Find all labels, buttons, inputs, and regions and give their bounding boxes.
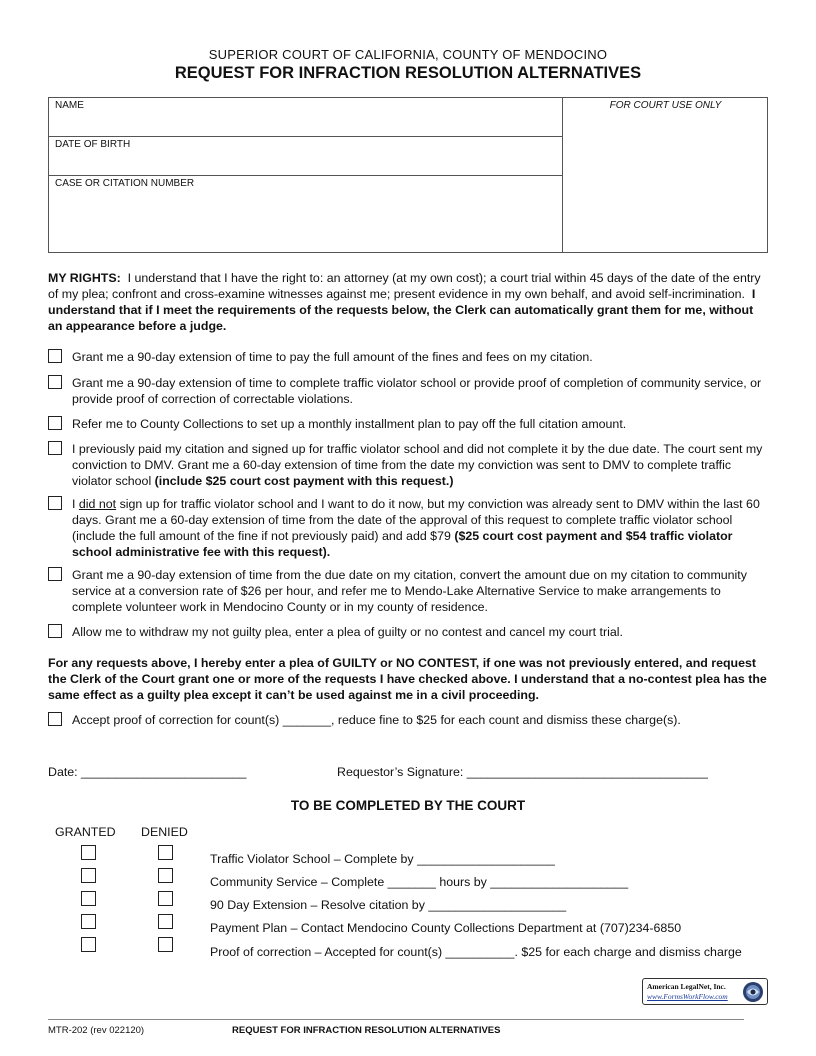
option-text: Refer me to County Collections to set up a monthly installment plan to pay off the full citation amount.	[72, 417, 627, 431]
dob-field[interactable]	[49, 137, 562, 176]
option-proof-correction	[48, 712, 772, 728]
option-collections	[48, 416, 772, 432]
checkbox-60-day-paid[interactable]	[48, 441, 62, 455]
court-use-label: FOR COURT USE ONLY	[609, 100, 722, 111]
rights-paragraph	[48, 270, 770, 334]
granted-checkbox[interactable]	[81, 914, 96, 929]
granted-checkbox[interactable]	[81, 868, 96, 883]
court-row-proof: Proof of correction – Accepted for count(s) __________. $25 for each charge and dismiss charge	[210, 945, 742, 959]
option-60-day-new	[48, 496, 772, 560]
checkbox-proof-correction[interactable]	[48, 712, 62, 726]
court-name: SUPERIOR COURT OF CALIFORNIA, COUNTY OF MENDOCINO	[208, 47, 608, 62]
info-box	[48, 97, 768, 253]
badge-line1: American LegalNet, Inc.	[647, 982, 726, 991]
case-label: CASE OR CITATION NUMBER	[55, 178, 195, 189]
name-label: NAME	[55, 100, 84, 111]
footer-rule	[48, 1019, 744, 1020]
rights-heading: MY RIGHTS:	[48, 271, 121, 285]
option-60-day-new-underline: did not	[78, 497, 117, 511]
signature-line[interactable]: Requestor’s Signature: ___________________________________	[337, 765, 708, 779]
rights-text: I understand that I have the right to: an attorney (at my own cost); a court trial within 45 days of the date of the entry of my plea; confront and cross-examine witnesses against me; present evidence in my own behalf, and avoid self-incrimination.	[48, 271, 761, 301]
option-text	[72, 441, 772, 489]
denied-checkbox[interactable]	[158, 845, 173, 860]
option-text: Grant me a 90-day extension of time to pay the full amount of the fines and fees on my citation.	[72, 350, 593, 364]
globe-logo-icon	[742, 981, 764, 1003]
checkbox-extension-school[interactable]	[48, 375, 62, 389]
option-60-day-paid	[48, 441, 772, 489]
denied-checkbox[interactable]	[158, 937, 173, 952]
option-text: Accept proof of correction for count(s) _______, reduce fine to $25 for each count and dismiss these charge(s).	[72, 713, 681, 727]
american-legalnet-badge[interactable]	[642, 978, 768, 1005]
checkbox-withdraw-plea[interactable]	[48, 624, 62, 638]
granted-checkbox[interactable]	[81, 891, 96, 906]
option-60-day-paid-bold: (include $25 court cost payment with this request.)	[154, 474, 454, 488]
option-extension-school	[48, 375, 772, 407]
court-row-payment-plan: Payment Plan – Contact Mendocino County Collections Department at (707)234-6850	[210, 921, 682, 935]
denied-checkbox[interactable]	[158, 868, 173, 883]
date-line[interactable]: Date: ________________________	[48, 765, 247, 779]
checkbox-community-service[interactable]	[48, 567, 62, 581]
court-row-community: Community Service – Complete _______ hours by ____________________	[210, 875, 629, 889]
option-text	[72, 496, 772, 560]
court-row-tvs: Traffic Violator School – Complete by ____________________	[210, 852, 555, 866]
form-code: MTR-202 (rev 022120)	[48, 1025, 145, 1036]
denied-checkbox[interactable]	[158, 914, 173, 929]
granted-checkbox[interactable]	[81, 845, 96, 860]
court-section-heading: TO BE COMPLETED BY THE COURT	[290, 798, 526, 813]
checkbox-extension-pay[interactable]	[48, 349, 62, 363]
option-60-day-paid-text: I previously paid my citation and signed up for traffic violator school and did not complete it by the due date. The court sent my conviction to DMV. Grant me a 60-day extension of time from the date my conviction was sent to DMV to complete traffic violator school	[72, 442, 763, 488]
option-text: Grant me a 90-day extension of time from the due date on my citation, convert the amount due on my citation to community service at a conversion rate of $26 per hour, and refer me to Mendo-Lake Alternative Service to make arrangements to complete volunteer work in Mendocino County or in my county of residence.	[72, 568, 747, 614]
applicant-fields	[49, 98, 563, 252]
rights-bold: I understand that if I meet the requirements of the requests below, the Clerk can automatically grant them for me, without an appearance before a judge.	[48, 287, 756, 333]
checkbox-60-day-new[interactable]	[48, 496, 62, 510]
option-community-service	[48, 567, 772, 615]
denied-header: DENIED	[141, 825, 188, 839]
footer-title: REQUEST FOR INFRACTION RESOLUTION ALTERNATIVES	[232, 1025, 501, 1036]
denied-checkbox[interactable]	[158, 891, 173, 906]
plea-paragraph: For any requests above, I hereby enter a plea of GUILTY or NO CONTEST, if one was not previously entered, and request the Clerk of the Court grant one or more of the requests I have checked above. I understand that a no-contest plea has the same effect as a guilty plea except it can’t be used against me in a civil proceeding.	[48, 656, 767, 702]
checkbox-collections[interactable]	[48, 416, 62, 430]
court-row-extension: 90 Day Extension – Resolve citation by ____________________	[210, 898, 567, 912]
option-extension-pay	[48, 349, 772, 365]
granted-header: GRANTED	[55, 825, 116, 839]
option-text: Grant me a 90-day extension of time to complete traffic violator school or provide proof of completion of community service, or provide proof of correction of correctable violations.	[72, 376, 762, 406]
granted-checkbox[interactable]	[81, 937, 96, 952]
option-withdraw-plea	[48, 624, 772, 640]
case-number-field[interactable]	[49, 176, 562, 252]
dob-label: DATE OF BIRTH	[55, 139, 131, 150]
option-text: Allow me to withdraw my not guilty plea, enter a plea of guilty or no contest and cancel my court trial.	[72, 625, 623, 639]
option-60-day-new-pre: I	[72, 497, 76, 511]
name-field[interactable]	[49, 98, 562, 137]
badge-url[interactable]: www.FormsWorkFlow.com	[647, 992, 728, 1001]
option-60-day-new-bold: ($25 court cost payment and $54 traffic violator school administrative fee with this request).	[72, 529, 733, 559]
form-title: REQUEST FOR INFRACTION RESOLUTION ALTERNATIVES	[174, 64, 642, 82]
option-60-day-new-text: sign up for traffic violator school and I want to do it now, but my conviction was already sent to DMV within the last 60 days. Grant me a 60-day extension of time from the date of the approval of this request to complete traffic violator school (include the full amount of the fine if not previously paid) and add $79	[72, 497, 760, 543]
